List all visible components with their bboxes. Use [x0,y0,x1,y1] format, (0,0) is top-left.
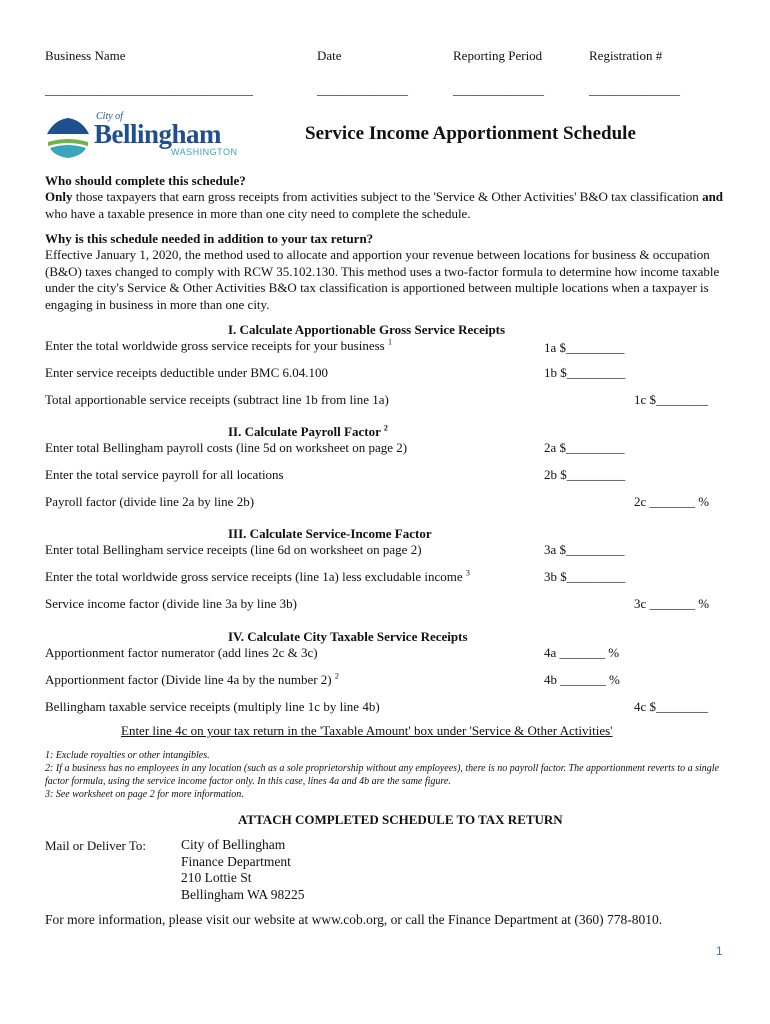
line-1a-field[interactable]: 1a $_________ [544,340,625,355]
line-3b-label: Enter the total worldwide gross service receipts (line 1a) less excludable income $^3$ [45,568,470,584]
who-heading: Who should complete this schedule? [45,173,246,188]
section-4-title: IV. Calculate City Taxable Service Receipts [228,629,468,644]
attach-heading: ATTACH COMPLETED SCHEDULE TO TAX RETURN [238,812,563,827]
why-text: Effective January 1, 2020, the method used to allocate and apportion your revenue between locations for business & occupation (B&O) taxes changed to comply with RCW 35.102.130. This method uses a two-factor formula to determine how income taxable under the city's Service & Other Activities B&O tax classification is apportioned between multiple locations when a taxpayer is engaging in business in more than one city. [45,247,720,312]
logo-state: WASHINGTON [171,147,238,157]
footnote-3: 3: See worksheet on page 2 for more information. [45,789,244,800]
line-2c-field[interactable]: 2c _______ % [634,494,710,509]
line-2c-label: Payroll factor (divide line 2a by line 2b) [45,494,255,509]
line-1b-field[interactable]: 1b $_________ [544,365,626,380]
who-text2: who have a taxable presence in more than one city need to complete the schedule. [45,205,471,221]
date-label: Date [317,48,342,63]
business-name-label: Business Name [45,48,126,63]
section-3-title: III. Calculate Service-Income Factor [228,526,432,541]
line-3c-field[interactable]: 3c _______ % [634,596,710,611]
line-1c-field[interactable]: 1c $________ [634,392,709,407]
city-logo [44,112,244,162]
reporting-period-field[interactable]: ______________ [453,82,544,97]
line-1c-label: Total apportionable service receipts (subtract line 1b from line 1a) [45,392,389,407]
reporting-period-label: Reporting Period [453,48,543,63]
address-line: Bellingham WA 98225 [181,886,305,902]
mail-address [181,837,305,903]
line-3a-field[interactable]: 3a $_________ [544,542,625,557]
mountain-icon [44,112,92,160]
line-2b-label: Enter the total service payroll for all locations [45,467,284,482]
section-2-title: II. Calculate Payroll Factor $^2$ [228,423,388,439]
line-1b-label: Enter service receipts deductible under BMC 6.04.100 [45,365,329,380]
address-line: Finance Department [181,853,291,869]
page-title: Service Income Apportionment Schedule [305,123,636,144]
line-2a-field[interactable]: 2a $_________ [544,440,625,455]
footnote-2: 2: If a business has no employees in any location (such as a sole proprietorship without any employees), there is no payroll factor. The apportionment reverts to a single factor formula, using the service income factor only. In this case, lines 4a and 4b are the same figure. [45,763,719,787]
date-field[interactable]: ______________ [317,82,408,97]
footnote-1: 1: Exclude royalties or other intangibles. [45,750,210,761]
logo-city-of: City of [96,111,123,122]
business-name-field[interactable]: ________________________________ [45,82,253,97]
who-and: and [702,189,724,204]
line-4a-field[interactable]: 4a _______ % [544,645,620,660]
registration-label: Registration # [589,48,663,63]
line-4c-field[interactable]: 4c $________ [634,699,709,714]
line-1a-label: Enter the total worldwide gross service receipts for your business $^1$ [45,337,392,353]
section-1-title: I. Calculate Apportionable Gross Service Receipts [228,322,506,337]
address-line: City of Bellingham [181,837,286,852]
logo-name: Bellingham [94,119,222,149]
line-2a-label: Enter total Bellingham payroll costs (line 5d on worksheet on page 2) [45,440,408,455]
instruction-text: Enter line 4c on your tax return in the 'Taxable Amount' box under 'Service & Other Activities' [121,723,613,738]
address-line: 210 Lottie St [181,870,252,885]
who-text1: those taxpayers that earn gross receipts from activities subject to the 'Service & Other Activities' B&O tax classification [72,189,703,204]
line-3c-label: Service income factor (divide line 3a by line 3b) [45,596,297,611]
line-4c-label: Bellingham taxable service receipts (multiply line 1c by line 4b) [45,699,380,714]
line-4b-label: Apportionment factor (Divide line 4a by the number 2) $^2$ [45,671,339,687]
line-4a-label: Apportionment factor numerator (add lines 2c & 3c) [45,645,318,660]
who-text [45,189,730,222]
mail-label: Mail or Deliver To: [45,838,147,853]
registration-field[interactable]: ______________ [589,82,680,97]
line-3b-field[interactable]: 3b $_________ [544,569,626,584]
who-only: Only [45,189,73,204]
line-3a-label: Enter total Bellingham service receipts (line 6d on worksheet on page 2) [45,542,422,557]
line-2b-field[interactable]: 2b $_________ [544,467,626,482]
more-info-text: For more information, please visit our website at www.cob.org, or call the Finance Department at (360) 778-8010. [45,912,663,927]
page-number: 1 [716,944,723,958]
line-4b-field[interactable]: 4b _______ % [544,672,620,687]
why-heading: Why is this schedule needed in addition to your tax return? [45,231,374,246]
footnotes [45,749,725,801]
